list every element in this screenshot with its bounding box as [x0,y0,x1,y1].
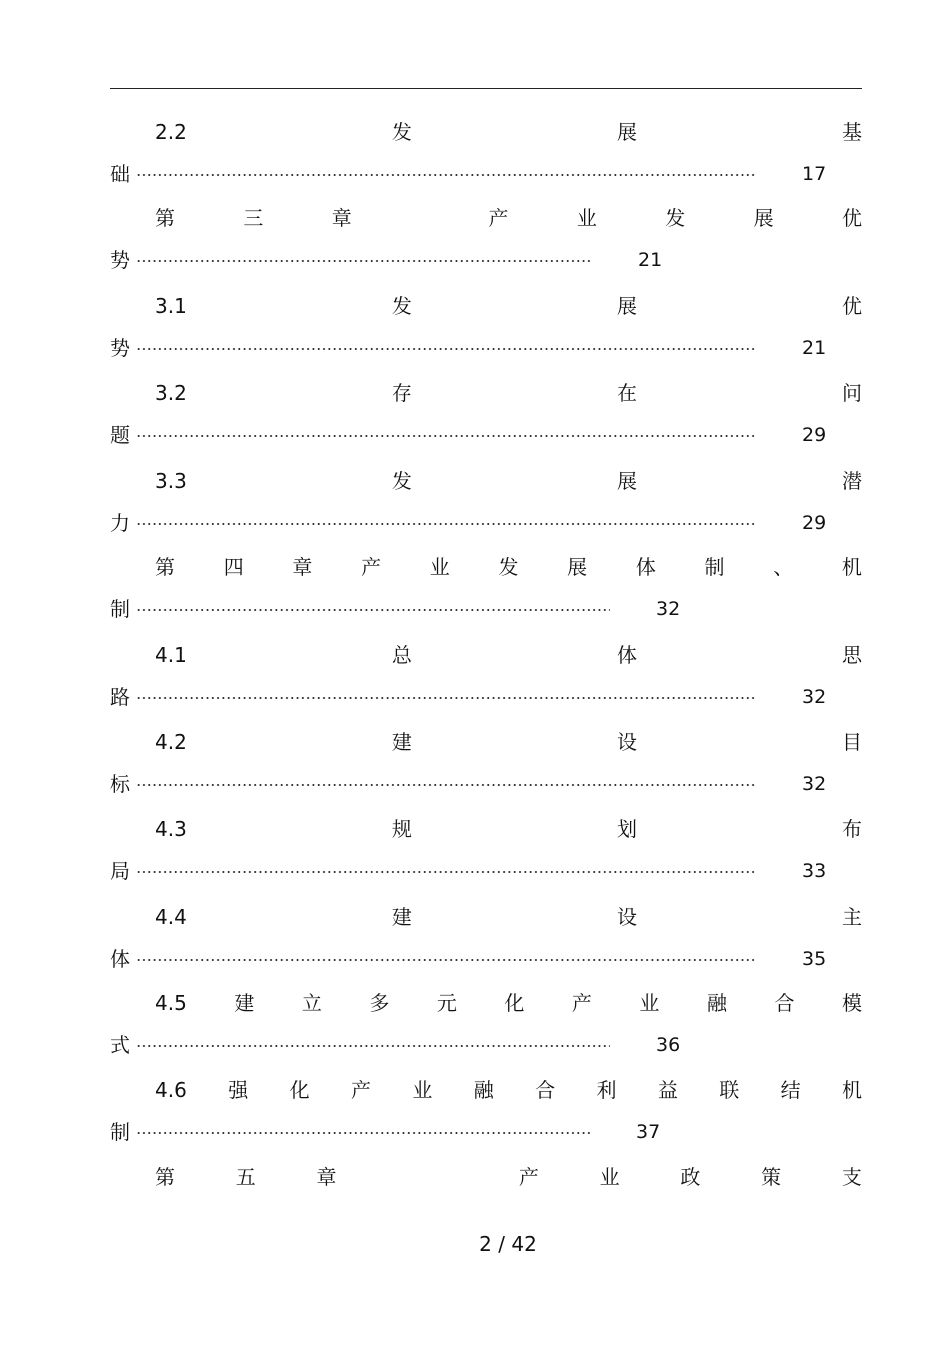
toc-title-glyph: 四 [223,555,244,579]
toc-title-glyph: 结 [780,1078,801,1102]
toc-title-glyph: 模 [841,991,862,1015]
toc-title-glyph: 五 [235,1165,256,1189]
toc-title-last-glyph: 路 [110,685,130,709]
toc-title-glyph: 融 [706,991,727,1015]
toc-entry-leader-line [110,334,826,362]
toc-title-glyph: 建 [234,991,255,1015]
toc-title-glyph: 业 [412,1078,433,1102]
toc-title-glyph: 目 [842,730,862,754]
toc-title-glyph: 化 [289,1078,310,1102]
toc-title-glyph: 建 [391,730,412,754]
toc-entry-title [155,1163,862,1191]
toc-entry-title [155,1076,862,1104]
toc-title-last-glyph: 础 [110,162,130,186]
toc-title-glyph: 合 [535,1078,556,1102]
toc-entry-leader-line [110,160,826,188]
toc-page-number: 29 [802,424,827,446]
toc-title-glyph: 第 [155,555,175,579]
toc-title-glyph: 4.3 [155,817,187,841]
toc-page-number: 37 [636,1121,661,1143]
toc-title-glyph: 发 [391,120,412,144]
toc-title-glyph: 产 [488,206,509,230]
toc-title-glyph: 业 [429,555,450,579]
toc-title-glyph: 机 [841,555,862,579]
toc-title-glyph: 业 [639,991,660,1015]
toc-title-glyph: 融 [473,1078,494,1102]
toc-entry-leader-line [110,1118,660,1146]
toc-title-glyph: 设 [616,730,637,754]
toc-title-glyph: 、 [773,555,794,579]
toc-title-last-glyph: 式 [110,1033,130,1057]
toc-title-glyph: 第 [155,206,175,230]
dot-leader [136,435,756,437]
toc-entry-leader-line [110,770,826,798]
dot-leader [136,871,756,873]
toc-title-glyph: 发 [498,555,519,579]
toc-title-glyph: 2.2 [155,120,187,144]
toc-title-glyph: 发 [391,294,412,318]
toc-title-glyph: 益 [657,1078,678,1102]
toc-page-number: 32 [656,598,681,620]
toc-title-glyph: 潜 [842,469,862,493]
toc-title-glyph: 三 [243,206,264,230]
toc-title-glyph: 基 [842,120,862,144]
toc-entry-title [155,989,862,1017]
toc-page-number: 32 [802,686,827,708]
toc-title-glyph: 4.1 [155,643,187,667]
toc-title-glyph: 思 [842,643,862,667]
page-number: 2 / 42 [479,1232,537,1256]
toc-title-glyph: 问 [842,381,862,405]
toc-title-glyph: 展 [753,206,774,230]
toc-title-last-glyph: 题 [110,423,130,447]
toc-entry-title [155,379,862,407]
toc-title-glyph: 4.6 [155,1078,187,1102]
toc-title-glyph: 优 [842,294,862,318]
toc-entry-title [155,204,862,232]
toc-entry-title [155,903,862,931]
dot-leader [136,959,756,961]
toc-title-last-glyph: 势 [110,336,130,360]
toc-title-glyph: 制 [704,555,725,579]
dot-leader [136,1045,610,1047]
dot-leader [136,174,756,176]
toc-title-glyph: 产 [518,1165,539,1189]
dot-leader [136,609,610,611]
dot-leader [136,1132,590,1134]
toc-title-glyph: 业 [599,1165,620,1189]
toc-title-glyph: 机 [841,1078,862,1102]
toc-title-glyph: 优 [842,206,862,230]
toc-entry-leader-line [110,1031,680,1059]
toc-entry-title [155,728,862,756]
toc-title-glyph: 存 [391,381,412,405]
toc-title-glyph: 展 [616,120,637,144]
toc-title-last-glyph: 局 [110,859,130,883]
toc-entry-leader-line [110,246,662,274]
toc-entry-title [155,641,862,669]
toc-title-glyph: 元 [436,991,457,1015]
dot-leader [136,260,592,262]
toc-entry-leader-line [110,857,826,885]
toc-title-glyph: 规 [391,817,412,841]
toc-title-glyph: 3.3 [155,469,187,493]
toc-title-glyph: 建 [391,905,412,929]
toc-title-glyph: 立 [301,991,322,1015]
toc-entry-leader-line [110,683,826,711]
toc-page-number: 32 [802,773,827,795]
toc-title-last-glyph: 势 [110,248,130,272]
toc-entry-title [155,553,862,581]
toc-title-glyph: 联 [719,1078,740,1102]
toc-title-glyph: 政 [680,1165,701,1189]
toc-title-glyph: 3.1 [155,294,187,318]
toc-title-glyph: 总 [391,643,412,667]
toc-entry-title [155,292,862,320]
toc-title-glyph: 策 [761,1165,782,1189]
toc-title-glyph: 4.4 [155,905,187,929]
toc-entry-title [155,118,862,146]
toc-title-glyph: 多 [369,991,390,1015]
toc-entry-title [155,815,862,843]
toc-page-number: 21 [638,249,663,271]
toc-title-glyph: 主 [842,905,862,929]
toc-entry-leader-line [110,509,826,537]
toc-title-last-glyph: 标 [110,772,130,796]
toc-title-glyph: 产 [361,555,382,579]
toc-title-glyph: 章 [316,1165,337,1189]
toc-title-glyph: 合 [774,991,795,1015]
toc-title-glyph: 4.2 [155,730,187,754]
toc-title-last-glyph: 体 [110,947,130,971]
toc-page-number: 35 [802,948,827,970]
toc-title-glyph: 体 [635,555,656,579]
toc-title-glyph: 化 [504,991,525,1015]
toc-title-glyph: 展 [567,555,588,579]
toc-title-glyph: 体 [616,643,637,667]
toc-title-glyph: 第 [155,1165,175,1189]
toc-entry-leader-line [110,595,680,623]
toc-title-glyph: 产 [350,1078,371,1102]
toc-title-glyph: 支 [841,1165,862,1189]
toc-title-glyph: 布 [842,817,862,841]
toc-title-glyph: 产 [571,991,592,1015]
toc-page-number: 36 [656,1034,681,1056]
toc-title-glyph: 3.2 [155,381,187,405]
toc-title-glyph: 展 [616,469,637,493]
toc-title-last-glyph: 制 [110,597,130,621]
toc-title-glyph: 发 [391,469,412,493]
toc-title-glyph: 章 [292,555,313,579]
toc-page-number: 17 [802,163,827,185]
toc-title-glyph: 业 [576,206,597,230]
toc-title-glyph: 划 [616,817,637,841]
dot-leader [136,784,756,786]
toc-title-glyph: 4.5 [155,991,187,1015]
toc-page-number: 33 [802,860,827,882]
toc-title-last-glyph: 力 [110,511,130,535]
toc-title-glyph: 发 [665,206,686,230]
toc-title-glyph: 展 [616,294,637,318]
dot-leader [136,697,756,699]
toc-entry-title [155,467,862,495]
toc-page-number: 29 [802,512,827,534]
toc-title-glyph: 利 [596,1078,617,1102]
dot-leader [136,348,756,350]
toc-title-glyph: 在 [616,381,637,405]
toc-title-glyph: 设 [616,905,637,929]
toc-entry-leader-line [110,945,826,973]
toc-title-glyph: 章 [331,206,352,230]
toc-title-glyph: 强 [228,1078,249,1102]
dot-leader [136,523,756,525]
toc-page-number: 21 [802,337,827,359]
toc-title-last-glyph: 制 [110,1120,130,1144]
toc-entry-leader-line [110,421,826,449]
